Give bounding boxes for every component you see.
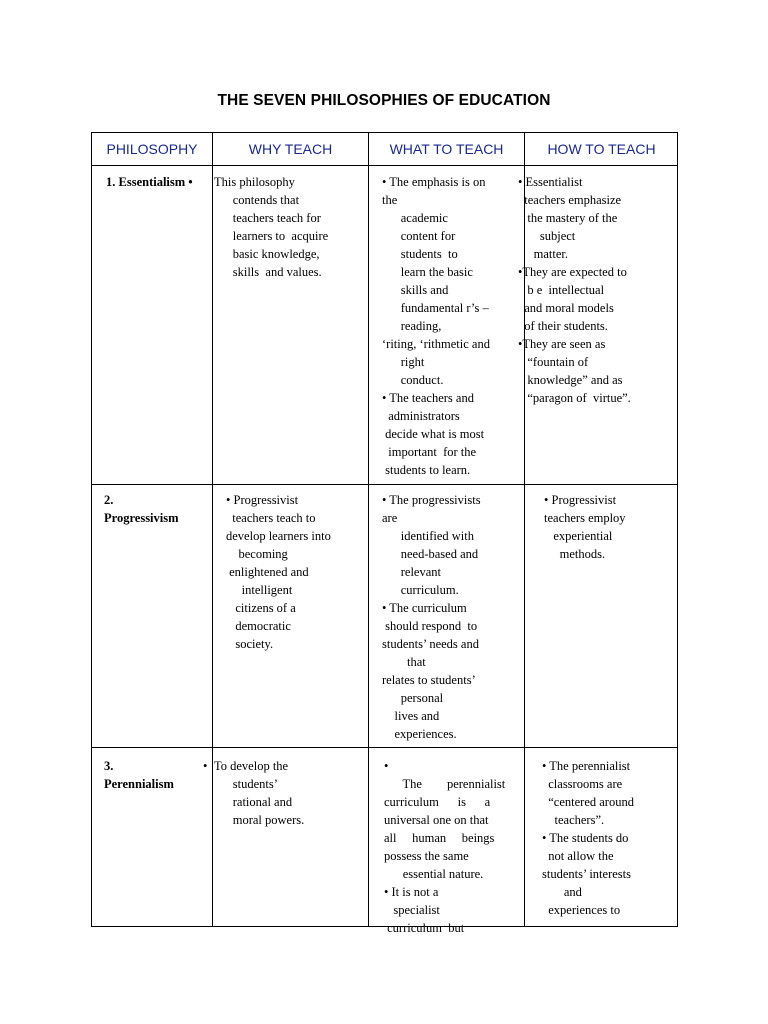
row-divider	[92, 484, 677, 485]
philosophies-table	[91, 132, 678, 935]
row-essentialism-how: • Essentialist teachers emphasize the mastery of the subject matter. •They are expected to b e intellectual and moral models of their students. •They are seen as “fountain of knowledge” and as “paragon of virtue”.	[518, 175, 631, 405]
row-perennialism-philosophy: 3. Perennialism	[104, 759, 174, 791]
row-progressivism-how: • Progressivist teachers employ experiential methods.	[544, 493, 626, 561]
header-why-teach: WHY TEACH	[248, 141, 333, 157]
page-title: THE SEVEN PHILOSOPHIES OF EDUCATION	[217, 92, 551, 109]
row-progressivism-what: • The progressivists are identified with need-based and relevant curriculum. • The curriculum should respond to students’ needs and that relates to students’ personal lives and experiences.	[382, 493, 481, 741]
row3-why-bullet: •	[203, 759, 208, 773]
row-divider	[92, 165, 677, 166]
row-essentialism-why: This philosophy contends that teachers teach for learners to acquire basic knowledge, skills and values.	[214, 175, 329, 279]
row-progressivism-why: • Progressivist teachers teach to develop learners into becoming enlightened and intelligent citizens of a democratic society.	[226, 493, 331, 651]
column-divider	[212, 133, 213, 926]
row-essentialism-what: • The emphasis is on the academic content for students to learn the basic skills and fundamental r’s – reading, ‘riting, ‘rithmetic and right conduct. • The teachers and administrators decide what is most important for the students to learn.	[382, 175, 490, 477]
row-perennialism-how: • The perennialist classrooms are “centered around teachers”. • The students do not allow the students’ interests and experiences to	[542, 759, 634, 917]
column-divider	[368, 133, 369, 926]
row-divider	[92, 747, 677, 748]
row-essentialism-philosophy: 1. Essentialism •	[106, 175, 193, 189]
header-how-to-teach: HOW TO TEACH	[547, 141, 656, 157]
header-philosophy: PHILOSOPHY	[106, 141, 198, 157]
row-perennialism-why: To develop the students’ rational and moral powers.	[214, 759, 305, 827]
row-perennialism-what: • The perennialist curriculum is a universal one on that all human beings possess the same essential nature. • It is not a specialist curriculum but	[384, 759, 506, 935]
row-progressivism-philosophy: 2. Progressivism	[104, 493, 179, 525]
header-what-to-teach: WHAT TO TEACH	[389, 141, 504, 157]
